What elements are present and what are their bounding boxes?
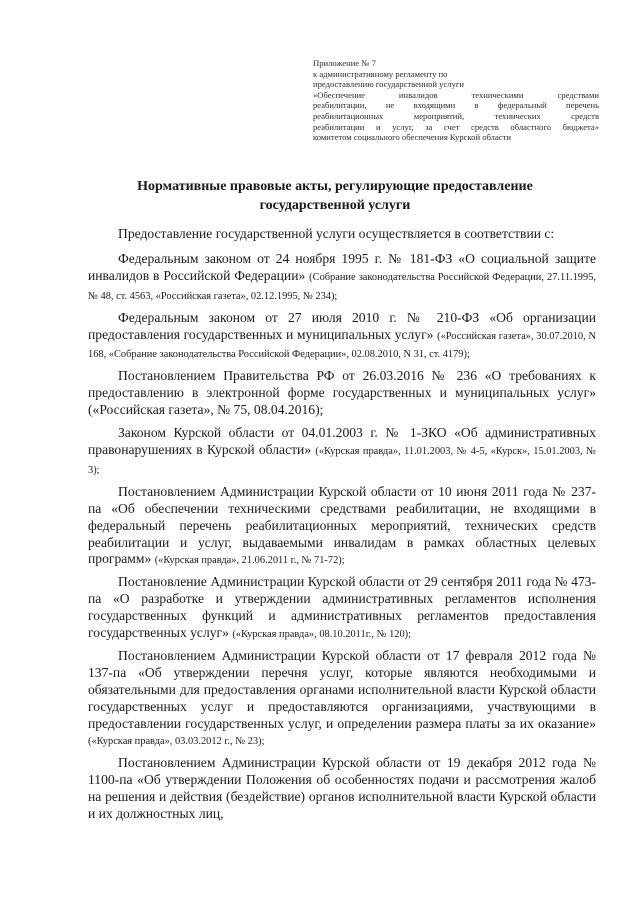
- act-source: («Курская правда», 03.03.2012 г., № 23);: [88, 736, 265, 748]
- act-text: Постановлением Администрации Курской области от 10 июня 2011 года № 237-па «Об обеспечении техническими средствами реабилитации, не входящими в федеральный перечень реабилитационных мероприятий, технических средств реабилитации и услуг, выдаваемыми инвалидам в рамках областных целевых программ»: [88, 483, 596, 567]
- act-source: («Российская газета», 30.07.2010, N 168, «Собрание законодательства Российской Федерации», 02.08.2010, N 31, ст. 4179);: [88, 330, 597, 361]
- act-source: («Курская правда», 21.06.2011 г., № 71-72);: [154, 555, 345, 567]
- act-text: Законом Курской области от 04.01.2003 г. № 1-ЗКО «Об административных правонарушениях в Курской области»: [88, 425, 596, 457]
- act-paragraph: [88, 310, 596, 365]
- appendix-line: «Обеспечение инвалидов техническими средствами: [313, 89, 599, 100]
- act-paragraph: [88, 755, 596, 825]
- appendix-header: [313, 58, 599, 143]
- title-line-2: государственной услуги: [259, 198, 411, 213]
- act-text: Постановлением Администрации Курской области от 17 февраля 2012 года № 137-па «Об утверждении перечня услуг, которые являются необходимыми и обязательными для предоставления органами исполнительной власти Курской области государственных услуг и предоставляются организациями, участвующими в предоставлении государственных услуг, и определении размера платы за их оказание»: [88, 647, 596, 731]
- appendix-line: реабилитационных мероприятий, технических средств: [313, 110, 599, 121]
- act-paragraph: [88, 484, 596, 571]
- act-source: (Собрание законодательства Российской Федерации, 27.11.1995, № 48, ст. 4563, «Российская газета», 02.12.1995, № 234);: [88, 271, 596, 302]
- act-source: («Курская правда», 11.01.2003, № 4-5, «Курск», 15.01.2003, № 3);: [88, 445, 596, 476]
- intro-paragraph: Предоставление государственной услуги осуществляется в соответствии с:: [118, 226, 555, 241]
- document-title: [80, 177, 590, 215]
- appendix-line: комитетом социального обеспечения Курской области: [313, 132, 511, 143]
- appendix-line: реабилитации, не входящими в федеральный перечень: [313, 100, 599, 111]
- act-text: Постановлением Администрации Курской области от 19 декабря 2012 года № 1100-па «Об утверждении Положения об особенностях подачи и рассмотрения жалоб на решения и действия (бездействие) органов исполнительной власти Курской области и их должностных лиц,: [88, 755, 596, 822]
- appendix-number: Приложение № 7: [313, 58, 376, 68]
- act-paragraph: [88, 648, 596, 751]
- act-paragraph: [88, 368, 596, 421]
- title-line-1: Нормативные правовые акты, регулирующие предоставление: [137, 179, 533, 194]
- act-text: Постановление Администрации Курской области от 29 сентября 2011 года № 473-па «О разработке и утверждении административных регламентов исполнения государственных функций и административных регламентов предоставления государственных услуг»: [88, 574, 596, 641]
- document-body: [88, 226, 596, 825]
- act-paragraph: [88, 251, 596, 306]
- act-paragraph: [88, 425, 596, 480]
- act-paragraph: [88, 574, 596, 644]
- appendix-line: реабилитации и услуг, за счет средств областного бюджета»: [313, 121, 599, 132]
- act-text: Федеральным законом от 24 ноября 1995 г. № 181-ФЗ «О социальной защите инвалидов в Российской Федерации»: [88, 250, 596, 283]
- act-source: («Курская правда», 08.10.2011г., № 120);: [232, 629, 412, 641]
- appendix-line: предоставлению государственной услуги: [313, 79, 464, 90]
- act-text: Федеральным законом от 27 июля 2010 г. № 210-ФЗ «Об организации предоставления государственных и муниципальных услуг»: [88, 309, 596, 342]
- appendix-line: к административному регламенту по: [313, 68, 448, 79]
- act-text: Постановлением Правительства РФ от 26.03.2016 № 236 «О требованиях к предоставлению в электронной форме государственных и муниципальных услуг» («Российская газета», № 75, 08.04.2016);: [88, 368, 596, 418]
